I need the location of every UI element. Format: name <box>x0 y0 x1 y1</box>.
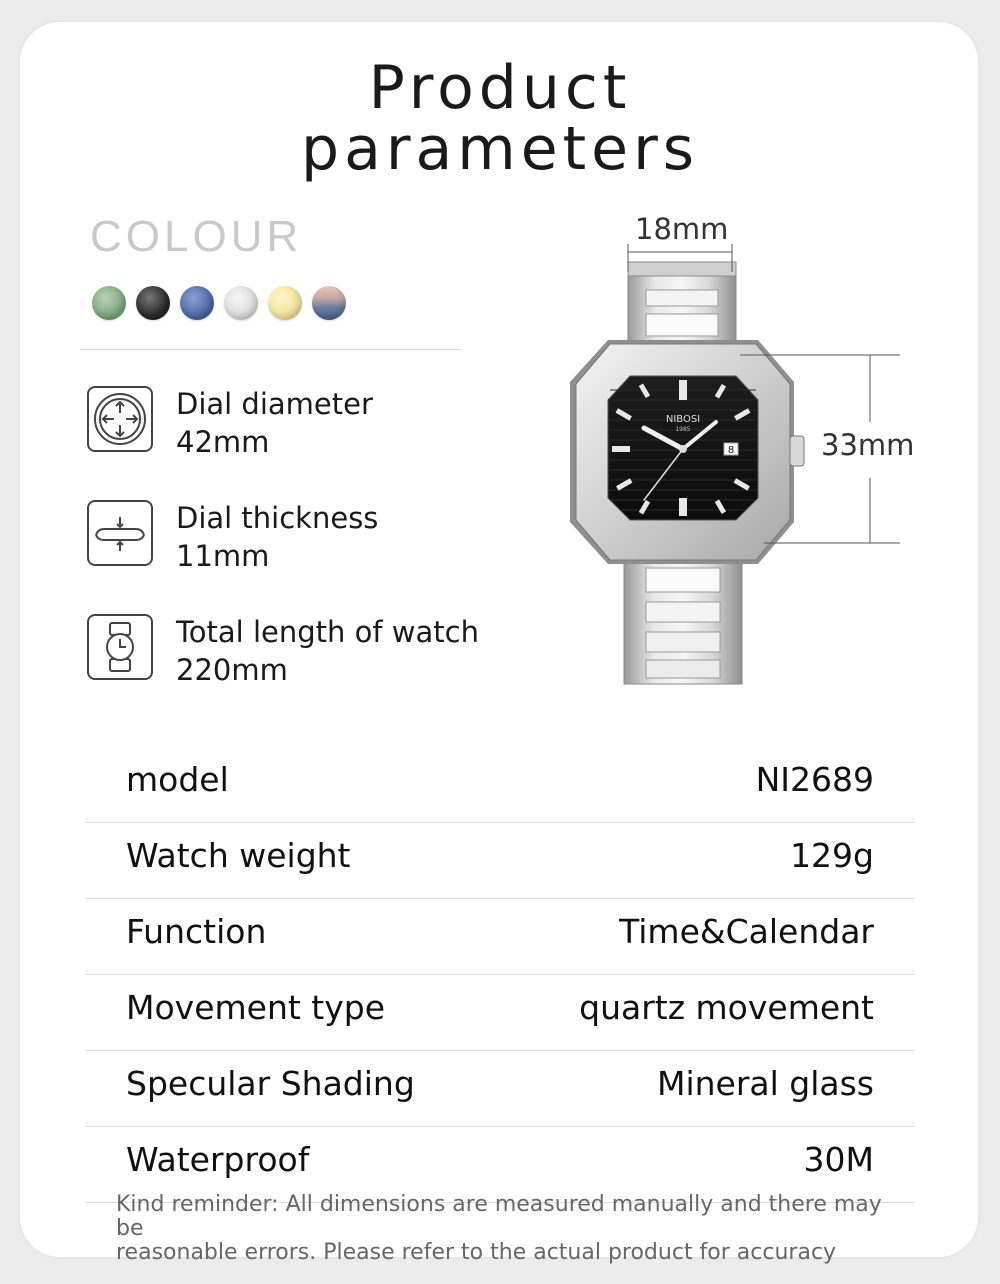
table-row <box>85 746 915 823</box>
spec-title: Dial thickness <box>176 501 379 535</box>
kind-reminder <box>116 1193 916 1265</box>
spec-dial-diameter <box>176 385 373 461</box>
spec-title: Dial diameter <box>176 387 373 421</box>
row-value: NI2689 <box>755 760 874 799</box>
row-key: model <box>126 760 229 799</box>
dial-diameter-icon <box>87 386 153 452</box>
spec-value: 220mm <box>176 653 288 687</box>
table-row <box>85 974 915 1051</box>
row-value: Mineral glass <box>656 1064 874 1103</box>
spec-value: 11mm <box>176 539 270 573</box>
row-key: Specular Shading <box>126 1064 415 1103</box>
colour-swatches <box>92 286 346 320</box>
reminder-line1: Kind reminder: All dimensions are measured manually and there may be <box>116 1192 882 1241</box>
table-row <box>85 898 915 975</box>
swatch-green[interactable] <box>92 286 126 320</box>
width-dimension-label: 18mm <box>635 212 729 246</box>
reminder-line2: reasonable errors. Please refer to the actual product for accuracy <box>116 1240 837 1265</box>
page-title-line1: Product <box>368 53 632 123</box>
bracelet-bottom <box>624 560 742 684</box>
row-value: Time&Calendar <box>619 912 874 951</box>
watch-illustration <box>540 200 940 700</box>
swatch-black[interactable] <box>136 286 170 320</box>
swatch-silver[interactable] <box>224 286 258 320</box>
swatch-rose-blue[interactable] <box>312 286 346 320</box>
height-dimension-label: 33mm <box>821 428 915 462</box>
spec-value: 42mm <box>176 425 270 459</box>
watch-brand: NIBOSI <box>665 414 701 425</box>
row-value: quartz movement <box>579 988 874 1027</box>
colour-divider <box>80 349 461 350</box>
watch-length-icon <box>87 614 153 680</box>
page-title-line2: parameters <box>300 114 700 184</box>
swatch-gold[interactable] <box>268 286 302 320</box>
watch-year: 1985 <box>675 426 691 433</box>
bracelet-top <box>628 262 736 352</box>
row-key: Watch weight <box>126 836 351 875</box>
row-key: Movement type <box>126 988 386 1027</box>
row-key: Function <box>126 912 267 951</box>
spec-title: Total length of watch <box>176 615 479 649</box>
colour-label: COLOUR <box>90 212 303 261</box>
swatch-blue[interactable] <box>180 286 214 320</box>
spec-dial-thickness <box>176 499 378 575</box>
date-window: 8 <box>727 445 735 456</box>
row-key: Waterproof <box>126 1140 310 1179</box>
row-value: 129g <box>790 836 874 875</box>
table-row <box>85 822 915 899</box>
spec-watch-length <box>176 613 479 689</box>
dial-thickness-icon <box>87 500 153 566</box>
row-value: 30M <box>803 1140 874 1179</box>
table-row <box>85 1050 915 1127</box>
